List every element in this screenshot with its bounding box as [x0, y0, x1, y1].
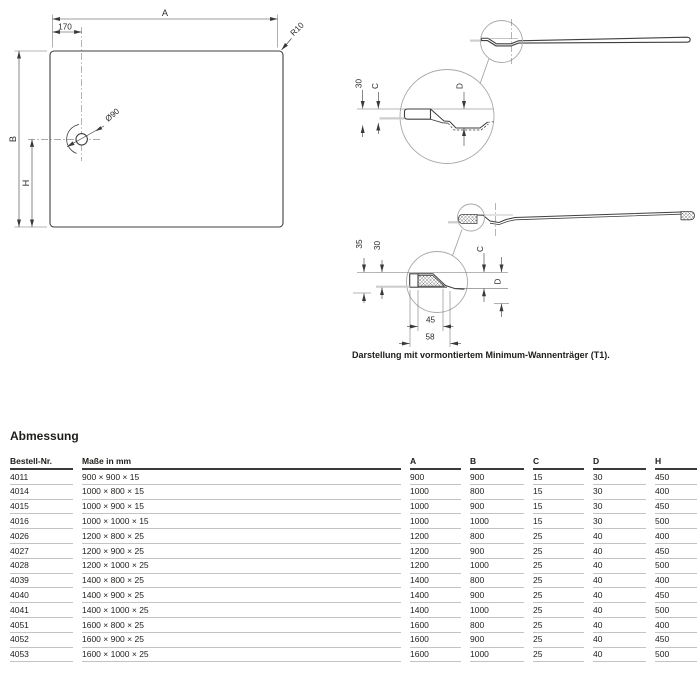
table-cell: 900: [470, 500, 524, 515]
table-row: [10, 485, 697, 500]
table-cell: 1000 × 1000 × 15: [82, 514, 401, 529]
table-cell: 25: [533, 603, 584, 618]
table-cell: 1000: [470, 603, 524, 618]
carrier-block-right: [681, 212, 695, 220]
dim-label-b: B: [8, 135, 18, 143]
table-cell: 450: [655, 633, 697, 648]
table-row: [10, 603, 697, 618]
table-cell: 1200 × 800 × 25: [82, 529, 401, 544]
table-cell: 450: [655, 588, 697, 603]
table-cell: 1600 × 1000 × 25: [82, 648, 401, 663]
table-cell: 1000: [410, 500, 461, 515]
table-row: [10, 470, 697, 485]
dim-label-35: 35: [355, 239, 364, 249]
dim-label-170: 170: [58, 22, 72, 32]
table-cell: 25: [533, 618, 584, 633]
section-view-basic: [355, 19, 691, 164]
table-cell: 25: [533, 633, 584, 648]
dim-label-30-basic: 30: [354, 78, 364, 89]
table-cell: 450: [655, 500, 697, 515]
table-cell: 1400 × 1000 × 25: [82, 603, 401, 618]
table-cell: 1000: [410, 485, 461, 500]
table-cell: 1600 × 800 × 25: [82, 618, 401, 633]
table-cell: 1400: [410, 574, 461, 589]
table-cell: 800: [470, 529, 524, 544]
rim-edge: [410, 274, 418, 287]
table-cell: 1600: [410, 648, 461, 663]
table-cell: 4016: [10, 514, 73, 529]
table-cell: 1000 × 900 × 15: [82, 500, 401, 515]
table-cell: 800: [470, 618, 524, 633]
table-cell: 400: [655, 574, 697, 589]
table-cell: 15: [533, 500, 584, 515]
table-cell: 900 × 900 × 15: [82, 470, 401, 485]
column-header: A: [410, 455, 461, 470]
dim-label-c-carrier: C: [476, 246, 485, 252]
table-cell: 30: [593, 485, 646, 500]
drain-hole: [76, 134, 87, 145]
table-cell: 25: [533, 574, 584, 589]
table-cell: 40: [593, 529, 646, 544]
carrier-block-left: [459, 215, 478, 224]
top-view: [8, 8, 306, 227]
table-cell: 40: [593, 648, 646, 663]
table-row: [10, 648, 697, 663]
table-cell: 40: [593, 544, 646, 559]
table-cell: 4041: [10, 603, 73, 618]
table-cell: 900: [410, 470, 461, 485]
table-cell: 4015: [10, 500, 73, 515]
table-row: [10, 574, 697, 589]
table-cell: 800: [470, 574, 524, 589]
table-cell: 40: [593, 603, 646, 618]
table-cell: 4026: [10, 529, 73, 544]
table-cell: 25: [533, 588, 584, 603]
dim-label-45: 45: [425, 315, 436, 325]
dim-label-d-carrier: D: [493, 278, 503, 285]
table-cell: 40: [593, 588, 646, 603]
table-cell: 500: [655, 648, 697, 663]
table-cell: 40: [593, 633, 646, 648]
drain-diameter-label: Ø90: [103, 106, 122, 124]
table-cell: 25: [533, 544, 584, 559]
dimensions-table: [1, 455, 700, 662]
table-cell: 4028: [10, 559, 73, 574]
table-cell: 450: [655, 544, 697, 559]
table-header-row: [10, 455, 697, 470]
column-header: H: [655, 455, 697, 470]
table-row: [10, 514, 697, 529]
table-cell: 40: [593, 559, 646, 574]
table-row: [10, 559, 697, 574]
table-cell: 1000: [470, 514, 524, 529]
dim-label-58: 58: [425, 332, 435, 342]
table-cell: 400: [655, 485, 697, 500]
column-header: C: [533, 455, 584, 470]
table-cell: 450: [655, 470, 697, 485]
table-row: [10, 618, 697, 633]
table-cell: 4014: [10, 485, 73, 500]
dim-label-c-basic: C: [371, 83, 380, 89]
section-view-carrier: [353, 203, 695, 347]
table-cell: 900: [470, 470, 524, 485]
table-cell: 1000: [470, 559, 524, 574]
table-cell: 4039: [10, 574, 73, 589]
table-cell: 900: [470, 633, 524, 648]
table-cell: 500: [655, 559, 697, 574]
radius-leader: [282, 39, 292, 51]
table-cell: 4051: [10, 618, 73, 633]
table-cell: 4040: [10, 588, 73, 603]
column-header: B: [470, 455, 524, 470]
table-cell: 1400: [410, 588, 461, 603]
table-cell: 800: [470, 485, 524, 500]
table-cell: 1400 × 800 × 25: [82, 574, 401, 589]
table-cell: 1200: [410, 559, 461, 574]
table-cell: 1200: [410, 544, 461, 559]
table-cell: 1200 × 900 × 25: [82, 544, 401, 559]
table-row: [10, 588, 697, 603]
column-header: Bestell-Nr.: [10, 455, 73, 470]
table-cell: 1600: [410, 633, 461, 648]
table-row: [10, 500, 697, 515]
table-row: [10, 633, 697, 648]
table-cell: 4052: [10, 633, 73, 648]
table-cell: 4011: [10, 470, 73, 485]
table-cell: 40: [593, 618, 646, 633]
rim-edge: [405, 109, 431, 119]
table-cell: 500: [655, 603, 697, 618]
table-cell: 4027: [10, 544, 73, 559]
dim-label-30-carrier: 30: [373, 240, 382, 251]
table-cell: 15: [533, 470, 584, 485]
table-cell: 25: [533, 529, 584, 544]
radius-label: R10: [288, 20, 306, 38]
table-row: [10, 544, 697, 559]
table-cell: 15: [533, 485, 584, 500]
table-cell: 1600 × 900 × 25: [82, 633, 401, 648]
table-cell: 1200 × 1000 × 25: [82, 559, 401, 574]
table-cell: 1000 × 800 × 15: [82, 485, 401, 500]
column-header: D: [593, 455, 646, 470]
table-cell: 4053: [10, 648, 73, 663]
table-cell: 1200: [410, 529, 461, 544]
table-cell: 900: [470, 588, 524, 603]
table-cell: 1400 × 900 × 25: [82, 588, 401, 603]
drawing-caption: Darstellung mit vormontiertem Minimum-Wannenträger (T1).: [352, 350, 610, 360]
table-cell: 1400: [410, 603, 461, 618]
table-cell: 1600: [410, 618, 461, 633]
section-title: Abmessung: [10, 429, 79, 443]
table-cell: 25: [533, 648, 584, 663]
column-header: Maße in mm: [82, 455, 401, 470]
table-cell: 500: [655, 514, 697, 529]
table-cell: 1000: [410, 514, 461, 529]
table-cell: 30: [593, 500, 646, 515]
table-cell: 40: [593, 574, 646, 589]
table-cell: 400: [655, 618, 697, 633]
table-cell: 25: [533, 559, 584, 574]
dim-label-d-basic: D: [455, 83, 465, 89]
table-cell: 400: [655, 529, 697, 544]
dim-label-a: A: [161, 8, 169, 18]
table-cell: 15: [533, 514, 584, 529]
dimensions-section: [10, 429, 700, 662]
table-cell: 1000: [470, 648, 524, 663]
dim-label-h: H: [21, 179, 31, 187]
table-cell: 30: [593, 514, 646, 529]
table-row: [10, 529, 697, 544]
table-cell: 30: [593, 470, 646, 485]
table-cell: 900: [470, 544, 524, 559]
